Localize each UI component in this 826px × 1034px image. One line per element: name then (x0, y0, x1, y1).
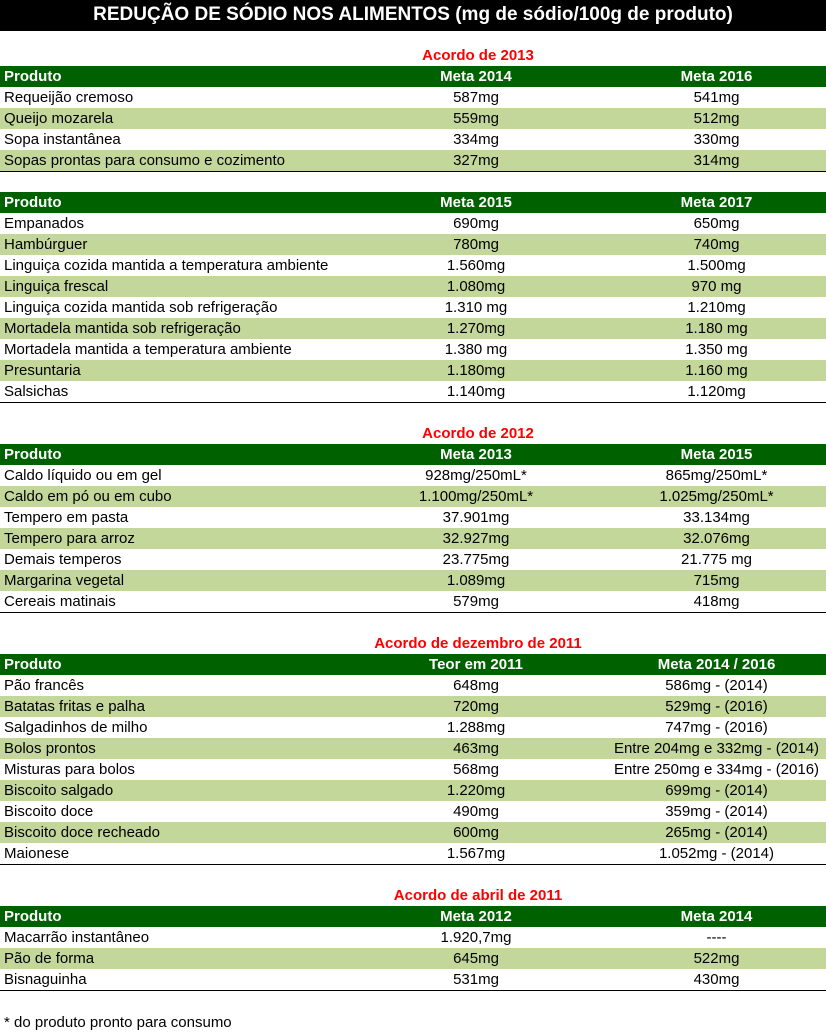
sodium-value: 1.180mg (345, 360, 607, 381)
table-row (0, 360, 826, 381)
table-row (0, 801, 826, 822)
sodium-table (0, 654, 826, 865)
sodium-value: 327mg (345, 150, 607, 172)
section-1 (0, 45, 826, 172)
sodium-value: Entre 204mg e 332mg - (2014) (607, 738, 826, 759)
table-row (0, 297, 826, 318)
sodium-value: 32.927mg (345, 528, 607, 549)
table-row (0, 927, 826, 948)
sodium-value: 1.500mg (687, 257, 746, 274)
sodium-value: 568mg (453, 761, 499, 778)
product-name: Queijo mozarela (0, 108, 345, 129)
sodium-table (0, 444, 826, 613)
sodium-table (0, 906, 826, 991)
product-name: Demais temperos (4, 551, 122, 568)
sodium-value: 23.775mg (442, 551, 510, 568)
column-header: Produto (0, 906, 345, 927)
sodium-value: 37.901mg (442, 509, 510, 526)
table-row (0, 528, 826, 549)
sodium-value: 600mg (345, 822, 607, 843)
sodium-value: 648mg (453, 677, 499, 694)
table-row (0, 108, 826, 129)
product-name: Maionese (0, 843, 345, 865)
sodium-value: 463mg (345, 738, 607, 759)
sodium-value: 1.560mg (446, 257, 506, 274)
table-header-row (0, 906, 826, 927)
sodium-value: 1.270mg (345, 318, 607, 339)
product-name: Caldo líquido ou em gel (4, 467, 162, 484)
sodium-value: 1.288mg (446, 719, 506, 736)
column-header: Teor em 2011 (345, 654, 607, 675)
table-row (0, 255, 826, 276)
section-4 (0, 633, 826, 865)
sodium-value: 740mg (607, 234, 826, 255)
sodium-value: 690mg (453, 215, 499, 232)
product-name: Mortadela mantida sob refrigeração (0, 318, 345, 339)
sodium-value: 715mg (607, 570, 826, 591)
sodium-value: Entre 250mg e 334mg - (2016) (613, 761, 820, 778)
product-name: Salgadinhos de milho (4, 719, 148, 736)
table-row (0, 780, 826, 801)
sodium-table (0, 66, 826, 172)
table-row (0, 213, 826, 234)
table-row (0, 822, 826, 843)
product-name: Macarrão instantâneo (4, 929, 150, 946)
sodium-value: 650mg (693, 215, 740, 232)
table-row (0, 591, 826, 613)
table-row (0, 234, 826, 255)
product-name: Sopa instantânea (4, 131, 121, 148)
sodium-value: 1.220mg (345, 780, 607, 801)
table-row (0, 948, 826, 969)
product-name: Bisnaguinha (0, 969, 345, 991)
agreement-heading: Acordo de 2012 (422, 425, 534, 442)
sodium-value: 645mg (345, 948, 607, 969)
sodium-value: 529mg - (2016) (607, 696, 826, 717)
product-name: Margarina vegetal (0, 570, 345, 591)
sodium-value: 865mg/250mL* (665, 467, 768, 484)
sodium-value: 1.160 mg (607, 360, 826, 381)
column-header: Meta 2012 (345, 906, 607, 927)
sodium-value: 265mg - (2014) (607, 822, 826, 843)
sodium-value: 1.180 mg (607, 318, 826, 339)
product-name: Tempero em pasta (4, 509, 129, 526)
sodium-value: 1.089mg (345, 570, 607, 591)
product-name: Biscoito salgado (0, 780, 345, 801)
sodium-value: 1.140mg (345, 381, 607, 403)
table-row (0, 738, 826, 759)
sodium-value: 541mg (693, 89, 740, 106)
sodium-value: 1.080mg (345, 276, 607, 297)
section-3 (0, 423, 826, 613)
column-header: Meta 2017 (607, 192, 826, 213)
table-row (0, 717, 826, 738)
sodium-value: 1.120mg (607, 381, 826, 403)
product-name: Linguiça cozida mantida a temperatura ambiente (4, 257, 329, 274)
column-header: Produto (0, 444, 345, 465)
table-row (0, 549, 826, 570)
column-header: Meta 2015 (607, 444, 826, 465)
sodium-value: 330mg (693, 131, 740, 148)
column-header: Meta 2013 (345, 444, 607, 465)
product-name: Tempero para arroz (0, 528, 345, 549)
sodium-value: 780mg (345, 234, 607, 255)
table-header-row (0, 66, 826, 87)
sodium-value: 1.310 mg (444, 299, 508, 316)
sodium-value: 928mg/250mL* (425, 467, 527, 484)
product-name: Cereais matinais (0, 591, 345, 613)
table-row (0, 381, 826, 403)
table-row (0, 465, 826, 486)
table-row (0, 570, 826, 591)
table-header-row (0, 444, 826, 465)
column-header: Produto (0, 654, 345, 675)
product-name: Sopas prontas para consumo e cozimento (0, 150, 345, 172)
sodium-value: 579mg (345, 591, 607, 613)
product-name: Empanados (4, 215, 85, 232)
sodium-value: 359mg - (2014) (665, 803, 768, 820)
table-row (0, 675, 826, 696)
product-name: Biscoito doce recheado (0, 822, 345, 843)
sodium-value: 490mg (453, 803, 499, 820)
sodium-value: 522mg (607, 948, 826, 969)
sodium-value: 1.380 mg (444, 341, 508, 358)
column-header: Produto (0, 66, 345, 87)
product-name: Biscoito doce (4, 803, 94, 820)
agreement-heading: Acordo de abril de 2011 (393, 887, 563, 904)
sodium-value: 418mg (607, 591, 826, 613)
product-name: Requeijão cremoso (4, 89, 134, 106)
table-row (0, 276, 826, 297)
table-row (0, 507, 826, 528)
product-name: Hambúrguer (0, 234, 345, 255)
table-row (0, 843, 826, 865)
product-name: Linguiça cozida mantida sob refrigeração (4, 299, 278, 316)
sodium-value: 1.350 mg (685, 341, 748, 358)
table-row (0, 696, 826, 717)
column-header: Meta 2015 (345, 192, 607, 213)
product-name: Pão francês (4, 677, 85, 694)
product-name: Linguiça frescal (0, 276, 345, 297)
section-5 (0, 885, 826, 991)
column-header: Meta 2014 (345, 66, 607, 87)
sodium-value: 1.567mg (345, 843, 607, 865)
sodium-value: 1.920,7mg (440, 929, 512, 946)
table-row (0, 339, 826, 360)
sodium-value: 1.052mg - (2014) (607, 843, 826, 865)
table-row (0, 969, 826, 991)
table-row (0, 150, 826, 172)
section-2 (0, 192, 826, 403)
sodium-value: 32.076mg (607, 528, 826, 549)
table-row (0, 87, 826, 108)
product-name: Caldo em pó ou em cubo (0, 486, 345, 507)
agreement-heading: Acordo de 2013 (422, 47, 534, 64)
table-row (0, 759, 826, 780)
product-name: Salsichas (0, 381, 345, 403)
sodium-value: 33.134mg (683, 509, 750, 526)
product-name: Misturas para bolos (4, 761, 135, 778)
sodium-value: 512mg (607, 108, 826, 129)
column-header: Meta 2016 (607, 66, 826, 87)
sodium-value: 430mg (607, 969, 826, 991)
sodium-value: 747mg - (2016) (665, 719, 768, 736)
table-row (0, 318, 826, 339)
column-header: Produto (0, 192, 345, 213)
sodium-table (0, 192, 826, 403)
column-header: Meta 2014 / 2016 (607, 654, 826, 675)
sodium-value: 586mg - (2014) (665, 677, 768, 694)
sodium-value: 699mg - (2014) (607, 780, 826, 801)
sodium-value: 314mg (607, 150, 826, 172)
product-name: Pão de forma (0, 948, 345, 969)
product-name: Mortadela mantida a temperatura ambiente (4, 341, 292, 358)
sodium-value: 1.100mg/250mL* (345, 486, 607, 507)
column-header: Meta 2014 (607, 906, 826, 927)
sodium-value: 334mg (453, 131, 499, 148)
product-name: Presuntaria (0, 360, 345, 381)
product-name: Bolos prontos (0, 738, 345, 759)
sodium-value: 1.210mg (687, 299, 746, 316)
sodium-value: 531mg (345, 969, 607, 991)
sodium-value: 970 mg (607, 276, 826, 297)
sodium-value: 720mg (345, 696, 607, 717)
table-row (0, 129, 826, 150)
page-title: REDUÇÃO DE SÓDIO NOS ALIMENTOS (mg de sódio/100g de produto) (0, 0, 826, 31)
table-header-row (0, 192, 826, 213)
sodium-value: 21.775 mg (681, 551, 752, 568)
sodium-value: ---- (706, 929, 727, 946)
sodium-value: 559mg (345, 108, 607, 129)
sodium-value: 587mg (453, 89, 499, 106)
product-name: Batatas fritas e palha (0, 696, 345, 717)
table-row (0, 486, 826, 507)
sodium-value: 1.025mg/250mL* (607, 486, 826, 507)
agreement-heading: Acordo de dezembro de 2011 (374, 635, 582, 652)
table-header-row (0, 654, 826, 675)
footnote: * do produto pronto para consumo (4, 1014, 232, 1031)
